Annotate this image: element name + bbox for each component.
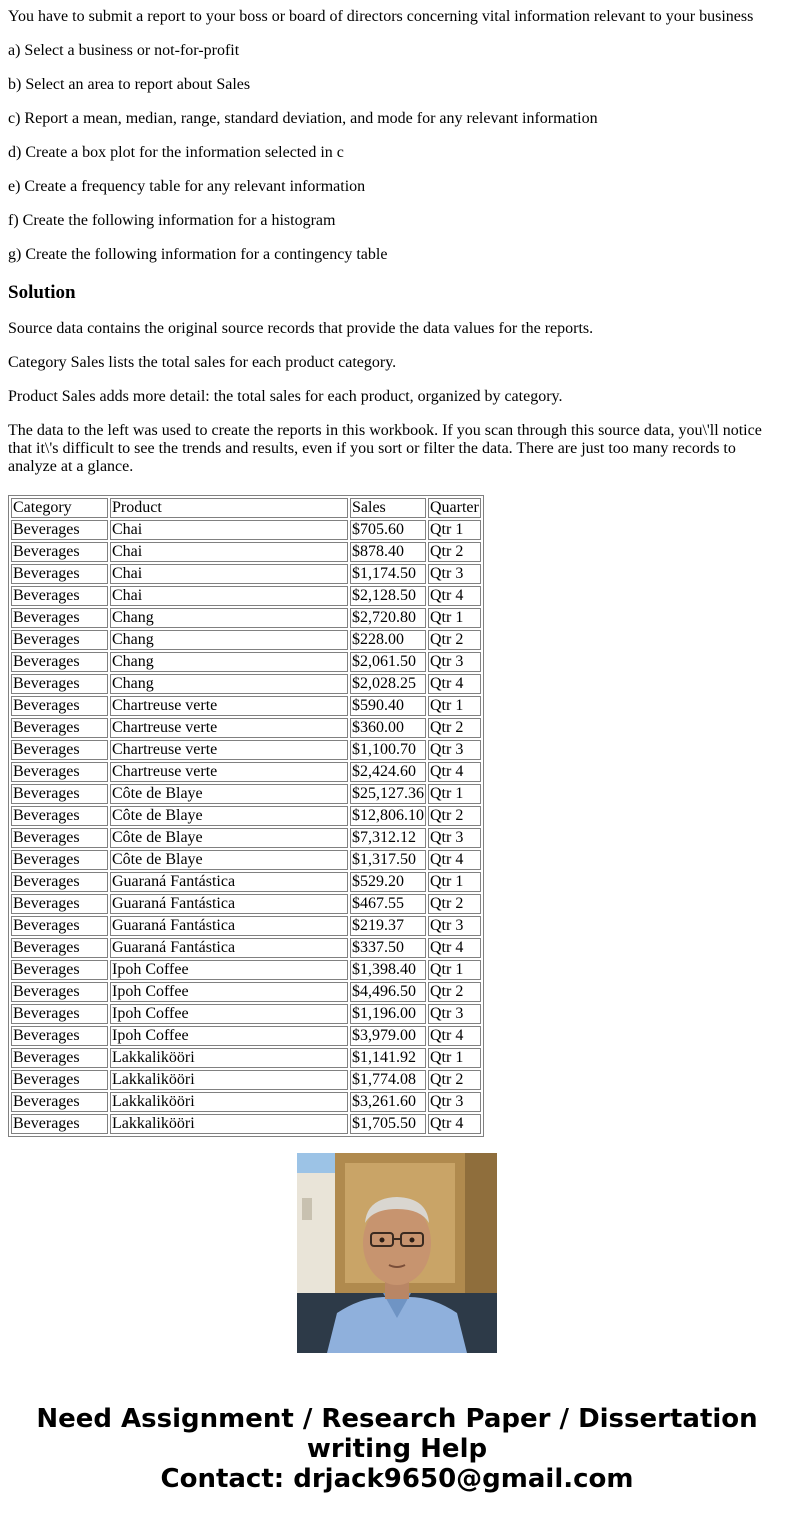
question-intro: You have to submit a report to your boss or board of directors concerning vital information relevant to your business (8, 8, 754, 25)
cell-category: Beverages (11, 608, 108, 628)
cell-category: Beverages (11, 1004, 108, 1024)
cell-quarter: Qtr 3 (428, 740, 481, 760)
cell-product: Guaraná Fantástica (110, 872, 348, 892)
cell-quarter: Qtr 4 (428, 674, 481, 694)
cell-product: Lakkalikööri (110, 1048, 348, 1068)
table-row (11, 806, 481, 826)
cell-product: Chai (110, 586, 348, 606)
cell-quarter: Qtr 3 (428, 828, 481, 848)
cell-category: Beverages (11, 850, 108, 870)
table-row (11, 1026, 481, 1046)
table-row (11, 1114, 481, 1134)
cell-category: Beverages (11, 1114, 108, 1134)
cell-category: Beverages (11, 520, 108, 540)
cell-sales: $12,806.10 (352, 807, 424, 824)
cell-quarter: Qtr 1 (428, 872, 481, 892)
cell-product: Ipoh Coffee (110, 960, 348, 980)
cell-product: Côte de Blaye (110, 806, 348, 826)
cell-sales: $878.40 (350, 542, 426, 562)
cell-category: Beverages (11, 630, 108, 650)
author-photo (297, 1153, 497, 1353)
solution-heading: Solution (8, 282, 76, 303)
header-product: Product (110, 498, 348, 518)
cell-quarter: Qtr 4 (428, 1026, 481, 1046)
cell-category: Beverages (11, 1026, 108, 1046)
cell-quarter: Qtr 2 (428, 542, 481, 562)
cell-category: Beverages (11, 784, 108, 804)
cell-sales: $2,061.50 (350, 652, 426, 672)
cell-sales: $2,028.25 (350, 674, 426, 694)
table-row (11, 542, 481, 562)
table-row (11, 652, 481, 672)
cell-quarter: Qtr 1 (428, 784, 481, 804)
cell-quarter: Qtr 3 (428, 564, 481, 584)
cell-sales: $1,774.08 (350, 1070, 426, 1090)
cell-product: Guaraná Fantástica (110, 894, 348, 914)
cell-quarter: Qtr 1 (428, 696, 481, 716)
question-item-e: e) Create a frequency table for any relevant information (8, 178, 366, 195)
table-row (11, 740, 481, 760)
cell-category: Beverages (11, 1048, 108, 1068)
cell-category: Beverages (11, 982, 108, 1002)
cell-product: Chang (110, 652, 348, 672)
cell-quarter: Qtr 2 (428, 894, 481, 914)
question-item-c: c) Report a mean, median, range, standard deviation, and mode for any relevant information (8, 110, 598, 127)
cell-quarter: Qtr 1 (428, 960, 481, 980)
cell-product: Lakkalikööri (110, 1092, 348, 1112)
table-row (11, 960, 481, 980)
cell-category: Beverages (11, 652, 108, 672)
sales-table-container (8, 495, 488, 1132)
cell-quarter: Qtr 4 (428, 1114, 481, 1134)
cell-quarter: Qtr 2 (428, 1070, 481, 1090)
question-item-b: b) Select an area to report about Sales (8, 76, 251, 93)
cell-quarter: Qtr 4 (428, 850, 481, 870)
cell-sales: $1,141.92 (350, 1048, 426, 1068)
solution-paragraph: Product Sales adds more detail: the total sales for each product, organized by category. (8, 388, 563, 405)
cell-category: Beverages (11, 872, 108, 892)
table-row (11, 828, 481, 848)
cell-product: Ipoh Coffee (110, 1026, 348, 1046)
cell-sales: $1,100.70 (350, 740, 426, 760)
cell-sales: $7,312.12 (350, 828, 426, 848)
promo-line: Need Assignment / Research Paper / Dissertation (36, 1404, 758, 1434)
cell-sales: $1,196.00 (350, 1004, 426, 1024)
table-row (11, 718, 481, 738)
cell-product: Chai (110, 520, 348, 540)
header-sales: Sales (350, 498, 426, 518)
cell-category: Beverages (11, 542, 108, 562)
table-row (11, 564, 481, 584)
cell-quarter: Qtr 1 (428, 608, 481, 628)
table-row (11, 608, 481, 628)
question-item-a: a) Select a business or not-for-profit (8, 42, 240, 59)
cell-sales: $1,317.50 (350, 850, 426, 870)
cell-sales: $529.20 (350, 872, 426, 892)
cell-sales: $467.55 (350, 894, 426, 914)
cell-product: Chai (110, 564, 348, 584)
cell-sales: $3,979.00 (350, 1026, 426, 1046)
cell-sales: $25,127.36 (352, 785, 424, 802)
table-row (11, 696, 481, 716)
cell-quarter: Qtr 4 (428, 938, 481, 958)
cell-category: Beverages (11, 586, 108, 606)
cell-product: Chang (110, 674, 348, 694)
solution-paragraph: Source data contains the original source records that provide the data values for the reports. (8, 320, 594, 337)
cell-sales: $360.00 (350, 718, 426, 738)
cell-sales: $2,424.60 (350, 762, 426, 782)
cell-category: Beverages (11, 916, 108, 936)
table-row (11, 586, 481, 606)
promo-banner (0, 1404, 794, 1494)
person-portrait-icon (297, 1153, 497, 1353)
table-row (11, 894, 481, 914)
promo-contact: Contact: drjack9650@gmail.com (160, 1464, 634, 1494)
cell-product: Lakkalikööri (110, 1114, 348, 1134)
cell-product: Chartreuse verte (110, 696, 348, 716)
cell-sales: $1,174.50 (350, 564, 426, 584)
cell-product: Guaraná Fantástica (110, 916, 348, 936)
table-row (11, 982, 481, 1002)
cell-category: Beverages (11, 674, 108, 694)
cell-category: Beverages (11, 718, 108, 738)
cell-sales: $1,398.40 (350, 960, 426, 980)
solution-paragraph: The data to the left was used to create the reports in this workbook. If you scan through this source data, you\'ll notice that it\'s difficult to see the trends and results, even if you sort or filter the data. There are just too many records to analyze at a glance. (8, 422, 762, 475)
table-row (11, 762, 481, 782)
cell-product: Chartreuse verte (110, 718, 348, 738)
cell-quarter: Qtr 2 (428, 806, 481, 826)
cell-product: Côte de Blaye (110, 850, 348, 870)
cell-quarter: Qtr 3 (428, 652, 481, 672)
solution-paragraph: Category Sales lists the total sales for each product category. (8, 354, 397, 371)
table-row (11, 1048, 481, 1068)
cell-category: Beverages (11, 1092, 108, 1112)
cell-product: Guaraná Fantástica (110, 938, 348, 958)
table-row (11, 916, 481, 936)
cell-category: Beverages (11, 762, 108, 782)
cell-sales: $228.00 (350, 630, 426, 650)
cell-sales: $337.50 (350, 938, 426, 958)
cell-sales: $4,496.50 (350, 982, 426, 1002)
table-row (11, 1092, 481, 1112)
cell-quarter: Qtr 3 (428, 916, 481, 936)
table-row (11, 674, 481, 694)
cell-category: Beverages (11, 828, 108, 848)
cell-product: Chang (110, 608, 348, 628)
cell-product: Côte de Blaye (110, 828, 348, 848)
cell-category: Beverages (11, 740, 108, 760)
header-quarter: Quarter (430, 499, 479, 516)
cell-category: Beverages (11, 696, 108, 716)
table-row (11, 1070, 481, 1090)
cell-category: Beverages (11, 960, 108, 980)
cell-sales: $219.37 (350, 916, 426, 936)
table-row (11, 520, 481, 540)
question-item-d: d) Create a box plot for the information selected in c (8, 144, 344, 161)
cell-sales: $2,720.80 (350, 608, 426, 628)
question-item-f: f) Create the following information for a histogram (8, 212, 336, 229)
document-body (8, 0, 778, 492)
table-row (11, 1004, 481, 1024)
cell-product: Chang (110, 630, 348, 650)
table-row (11, 872, 481, 892)
cell-category: Beverages (11, 564, 108, 584)
table-row (11, 938, 481, 958)
cell-sales: $705.60 (350, 520, 426, 540)
question-item-g: g) Create the following information for a contingency table (8, 246, 388, 263)
cell-product: Chartreuse verte (110, 762, 348, 782)
cell-sales: $2,128.50 (350, 586, 426, 606)
cell-product: Ipoh Coffee (110, 1004, 348, 1024)
cell-sales: $590.40 (350, 696, 426, 716)
cell-product: Ipoh Coffee (110, 982, 348, 1002)
cell-quarter: Qtr 2 (428, 630, 481, 650)
cell-category: Beverages (11, 938, 108, 958)
table-body (11, 520, 481, 1134)
promo-line: writing Help (306, 1434, 488, 1464)
cell-quarter: Qtr 3 (428, 1092, 481, 1112)
table-row (11, 784, 481, 804)
cell-quarter: Qtr 1 (428, 1048, 481, 1068)
header-category: Category (11, 498, 108, 518)
cell-category: Beverages (11, 894, 108, 914)
cell-product: Côte de Blaye (110, 784, 348, 804)
cell-product: Chartreuse verte (110, 740, 348, 760)
cell-quarter: Qtr 2 (428, 718, 481, 738)
cell-sales: $3,261.60 (350, 1092, 426, 1112)
table-row (11, 630, 481, 650)
cell-quarter: Qtr 2 (428, 982, 481, 1002)
cell-quarter: Qtr 4 (428, 762, 481, 782)
cell-product: Chai (110, 542, 348, 562)
sales-table (8, 495, 484, 1137)
cell-category: Beverages (11, 1070, 108, 1090)
table-header-row (11, 498, 481, 518)
cell-category: Beverages (11, 806, 108, 826)
cell-quarter: Qtr 1 (428, 520, 481, 540)
cell-quarter: Qtr 3 (428, 1004, 481, 1024)
cell-sales: $1,705.50 (350, 1114, 426, 1134)
cell-product: Lakkalikööri (110, 1070, 348, 1090)
table-row (11, 850, 481, 870)
cell-quarter: Qtr 4 (428, 586, 481, 606)
